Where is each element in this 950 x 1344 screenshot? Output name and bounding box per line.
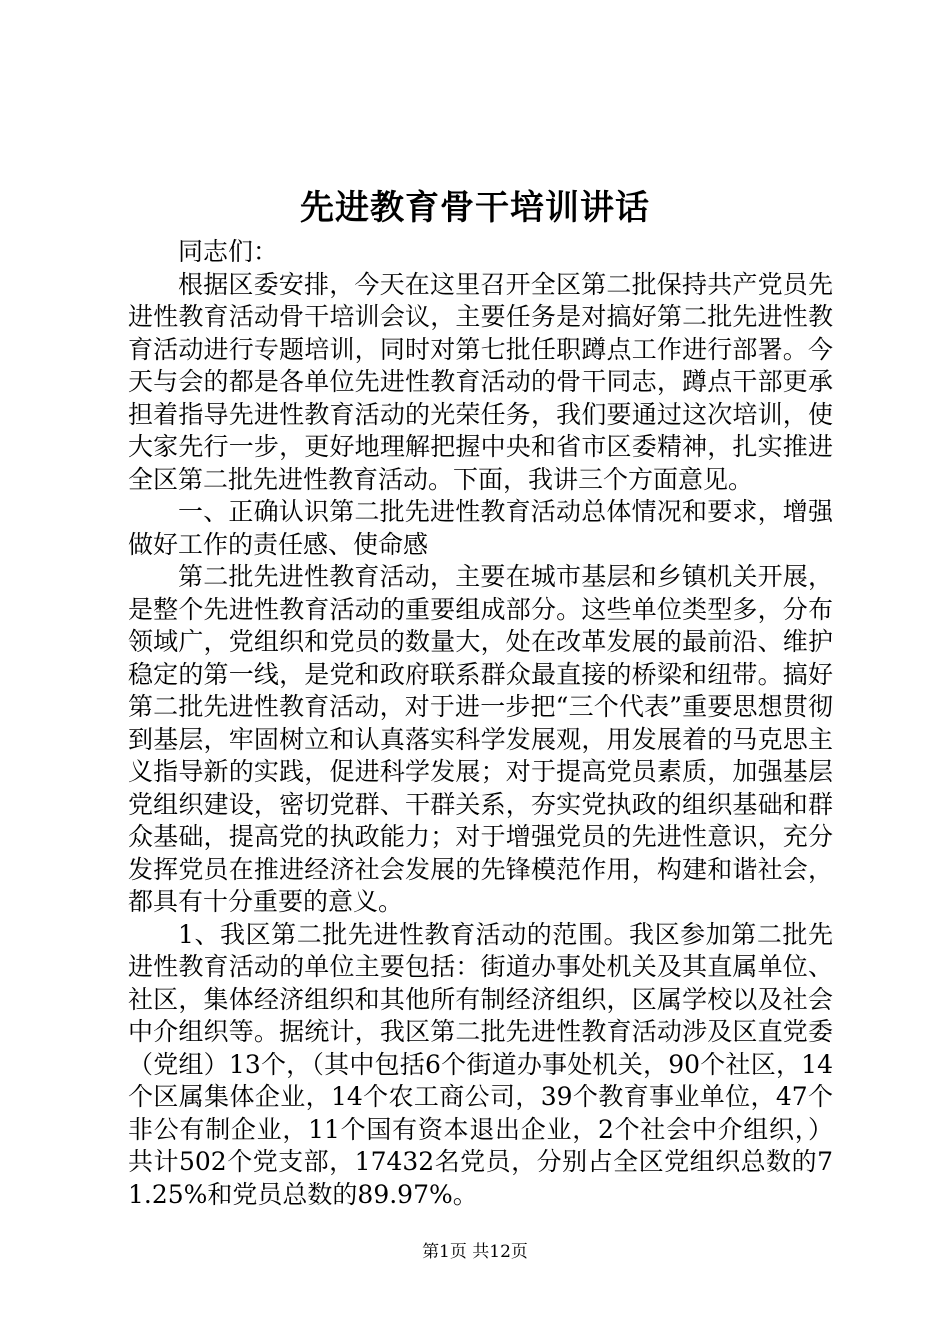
document-title: 先进教育骨干培训讲话	[300, 188, 650, 228]
document-body	[128, 236, 833, 1211]
section-heading-paragraph: 一、正确认识第二批先进性教育活动总体情况和要求，增强做好工作的责任感、使命感	[128, 497, 833, 559]
page-footer: 第1页 共12页	[422, 1242, 528, 1262]
salutation-paragraph: 同志们：	[178, 237, 279, 266]
intro-paragraph: 根据区委安排，今天在这里召开全区第二批保持共产党员先进性教育活动骨干培训会议，主要任务是对搞好第二批先进性教育活动进行专题培训，同时对第七批任职蹲点工作进行部署。今天与会的都是各单位先进性教育活动的骨干同志，蹲点干部更承担着指导先进性教育活动的光荣任务，我们要通过这次培训，使大家先行一步，更好地理解把握中央和省市区委精神，扎实推进全区第二批先进性教育活动。下面，我讲三个方面意见。	[128, 269, 833, 494]
scope-paragraph: 1、我区第二批先进性教育活动的范围。我区参加第二批先进性教育活动的单位主要包括：街道办事处机关及其直属单位、社区，集体经济组织和其他所有制经济组织，区属学校以及社会中介组织等。据统计，我区第二批先进性教育活动涉及区直党委（党组）13个，（其中包括6个街道办事处机关，90个社区，14个区属集体企业，14个农工商公司，39个教育事业单位，47个非公有制企业，11个国有资本退出企业，2个社会中介组织，）共计502个党支部，17432名党员，分别占全区党组织总数的71.25%和党员总数的89.97%。	[128, 919, 833, 1209]
body-paragraph: 第二批先进性教育活动，主要在城市基层和乡镇机关开展，是整个先进性教育活动的重要组成部分。这些单位类型多，分布领域广，党组织和党员的数量大，处在改革发展的最前沿、维护稳定的第一线，是党和政府联系群众最直接的桥梁和纽带。搞好第二批先进性教育活动，对于进一步把“三个代表”重要思想贯彻到基层，牢固树立和认真落实科学发展观，用发展着的马克思主义指导新的实践，促进科学发展；对于提高党员素质，加强基层党组织建设，密切党群、干群关系，夯实党执政的组织基础和群众基础，提高党的执政能力；对于增强党员的先进性意识，充分发挥党员在推进经济社会发展的先锋模范作用，构建和谐社会，都具有十分重要的意义。	[128, 562, 833, 916]
